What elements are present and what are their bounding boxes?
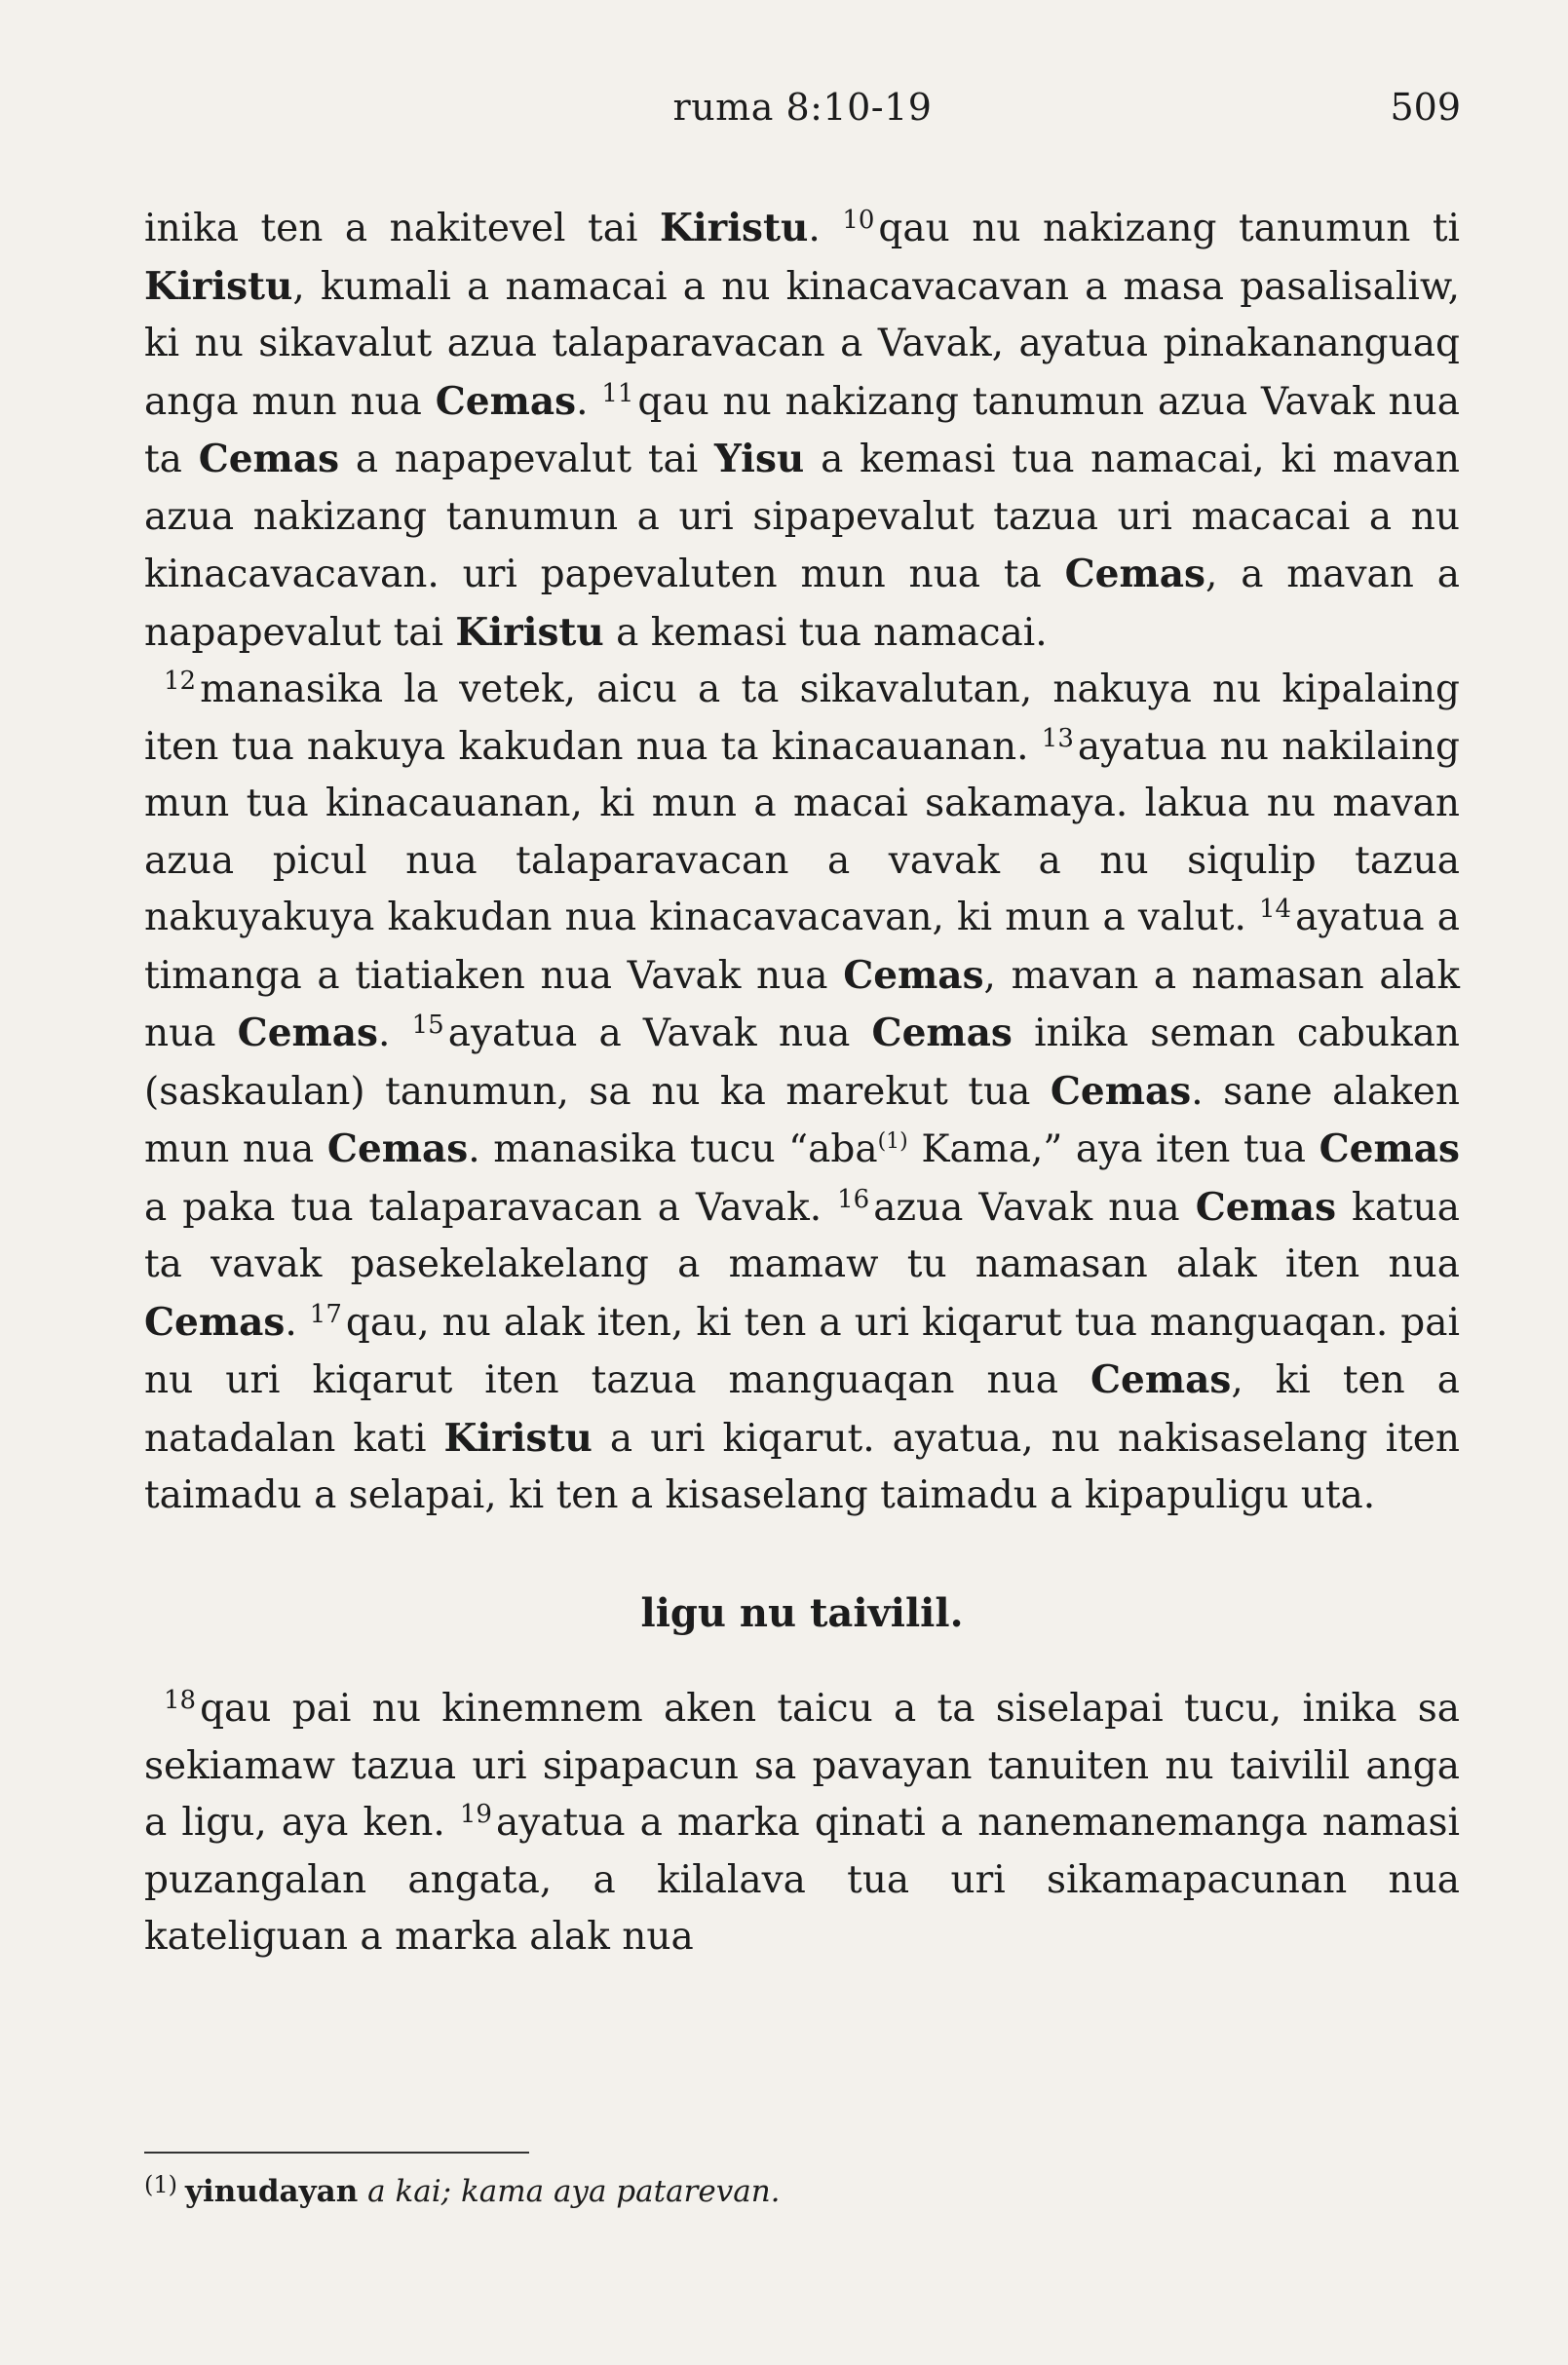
bold-name: Cemas xyxy=(144,1299,286,1345)
verse-number: 14 xyxy=(1258,895,1292,924)
bold-name: Kiristu xyxy=(659,206,809,250)
running-head: ruma 8:10-19 xyxy=(672,86,933,129)
bold-name: Cemas xyxy=(1195,1184,1337,1230)
footnote-term: yinudayan xyxy=(185,2174,359,2209)
bold-name: Cemas xyxy=(198,437,340,481)
footnote-divider xyxy=(144,2152,529,2154)
footnote-reference: (1) xyxy=(877,1129,908,1154)
verse-number: 15 xyxy=(411,1011,444,1040)
footnote-text: a kai; kama aya patarevan. xyxy=(367,2174,781,2209)
bold-name: Kiristu xyxy=(144,263,293,309)
verse-number: 16 xyxy=(837,1184,870,1214)
bold-name: Cemas xyxy=(1319,1126,1460,1171)
bold-name: Cemas xyxy=(326,1126,469,1171)
bold-name: Cemas xyxy=(435,378,577,424)
bold-name: Cemas xyxy=(1090,1357,1232,1402)
footnote xyxy=(144,2171,781,2209)
page-number: 509 xyxy=(1390,86,1461,129)
paragraph-2: $^{12}$ manasika la vetek, aicu a ta sikavalutan, nakuya nu kipalaing iten tua nakuya kakudan nua ta kinacauanan. $^{13}$ ayatua nu nakilaing mun tua kinacauanan, ki mun a macai sakamaya. lakua nu mavan azua picul nua talaparavacan a vavak a nu siqulip tazua nakuyakuya kakudan nua kinacavacavan, ki mun a valut. $^{14}$ ayatua a timanga a tiatiaken nua Vavak nua Cemas, mavan a namasan alak nua Cemas. $^{15}$ ayatua a Vavak nua Cemas inika seman cabukan (saskaulan) tanumun, sa nu ka marekut tua Cemas. sane alaken mun nua Cemas. manasika tucu “aba$^{(1)}$ Kama,” aya iten tua Cemas a paka tua talaparavacan a Vavak. $^{16}$ azua Vavak nua Cemas katua ta vavak pasekelakelang a mamaw tu namasan alak iten nua Cemas. $^{17}$ qau, nu alak iten, ki ten a uri kiqarut tua manguaqan. pai nu uri kiqarut iten tazua manguaqan nua Cemas, ki ten a natadalan kati Kiristu a uri kiqarut. ayatua, nu nakisaselang iten taimadu a selapai, ki ten a kisaselang taimadu a kipapuligu uta. xyxy=(144,667,1461,1517)
verse-number: 18 xyxy=(164,1686,197,1715)
bold-name: Cemas xyxy=(871,1011,1013,1055)
bold-name: Kiristu xyxy=(443,1415,593,1461)
bold-name: Cemas xyxy=(1050,1068,1192,1114)
footnote-mark: (1) xyxy=(144,2171,177,2198)
bold-name: Cemas xyxy=(237,1011,379,1055)
section-heading: ligu nu taivilil. xyxy=(640,1589,964,1636)
verse-number: 17 xyxy=(309,1299,342,1329)
body-text xyxy=(144,200,1460,1966)
verse-number: 12 xyxy=(164,667,197,696)
bold-name: Yisu xyxy=(714,437,805,481)
verse-number: 19 xyxy=(459,1800,492,1829)
bold-name: Cemas xyxy=(843,952,984,998)
page-header xyxy=(144,86,1461,144)
bold-name: Kiristu xyxy=(455,609,604,655)
bold-name: Cemas xyxy=(1064,552,1205,596)
verse-number: 11 xyxy=(601,378,634,408)
verse-number: 13 xyxy=(1041,723,1074,753)
verse-number: 10 xyxy=(842,206,875,235)
paragraph-1: inika ten a nakitevel tai Kiristu. $^{10}$ qau nu nakizang tanumun ti Kiristu, kumali a namacai a nu kinacavacavan a masa pasalisaliw, ki nu sikavalut azua talaparavacan a Vavak, ayatua pinakananguaq anga mun nua Cemas. $^{11}$ qau nu nakizang tanumun azua Vavak nua ta Cemas a napapevalut tai Yisu a kemasi tua namacai, ki mavan azua nakizang tanumun a uri sipapevalut tazua uri macacai a nu kinacavacavan. uri papevaluten mun nua ta Cemas, a mavan a napapevalut tai Kiristu a kemasi tua namacai. xyxy=(144,206,1461,655)
paragraph-3: $^{18}$ qau pai nu kinemnem aken taicu a ta siselapai tucu, inika sa sekiamaw tazua uri sipapacun sa pavayan tanuiten nu taivilil anga a ligu, aya ken. $^{19}$ ayatua a marka qinati a nanemanemanga namasi puzangalan angata, a kilalava tua uri sikamapacunan nua kateliguan a marka alak nua xyxy=(144,1686,1460,1959)
